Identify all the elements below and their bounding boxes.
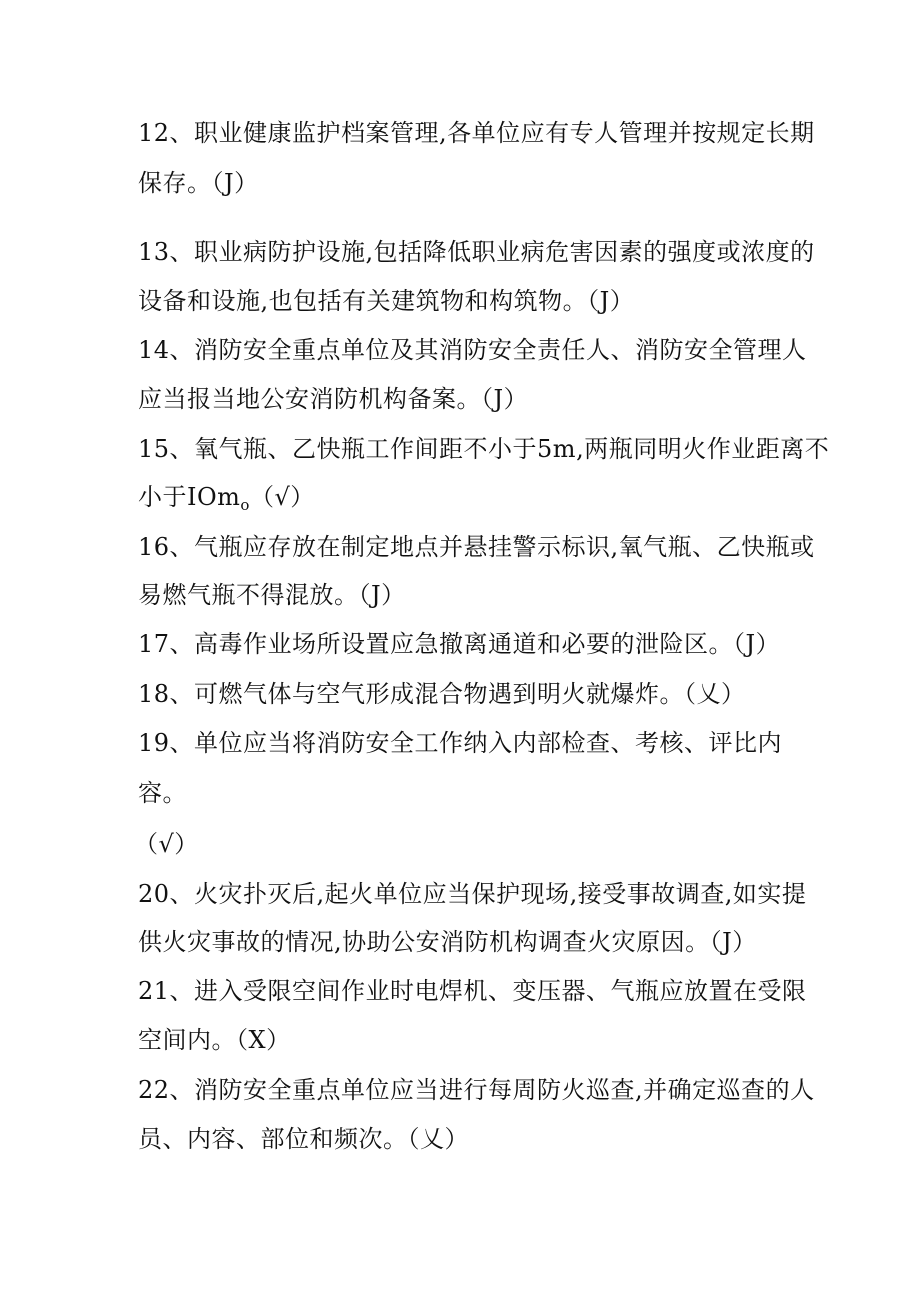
question-21-line-1: 21、进入受限空间作业时电焊机、变压器、气瓶应放置在受限 [138,977,807,1005]
question-12-line-1: 12、职业健康监护档案管理,各单位应有专人管理并按规定长期 [138,119,815,147]
question-13-line-2: 设备和设施,也包括有关建筑物和构筑物。（J） [138,287,635,315]
question-15-line-2-text: 小于IOm [138,483,241,511]
question-15-answer: （√） [249,483,315,511]
question-15-line-1: 15、氧气瓶、乙快瓶工作间距不小于5m,两瓶同明火作业距离不 [138,435,830,463]
question-16-line-2: 易燃气瓶不得混放。（J） [138,581,406,609]
question-19-line-1: 19、单位应当将消防安全工作纳入内部检查、考核、评比内 [138,729,783,757]
question-19-line-2: 容。 [138,779,187,807]
question-21-line-2: 空间内。（X） [138,1026,291,1054]
question-17-line-1: 17、高毒作业场所设置应急撤离通道和必要的泄险区。（J） [138,630,781,658]
question-13-line-1: 13、职业病防护设施,包括降低职业病危害因素的强度或浓度的 [138,238,815,266]
question-16-line-1: 16、气瓶应存放在制定地点并悬挂警示标识,氧气瓶、乙快瓶或 [138,533,815,561]
question-18-line-1: 18、可燃气体与空气形成混合物遇到明火就爆炸。（乂） [138,680,746,708]
question-22-line-1: 22、消防安全重点单位应当进行每周防火巡查,并确定巡查的人 [138,1076,815,1104]
question-19-answer: （√） [134,830,199,858]
question-15-line-2 [138,482,315,520]
question-22-line-2: 员、内容、部位和频次。（乂） [138,1125,469,1153]
question-20-line-1: 20、火灾扑灭后,起火单位应当保护现场,接受事故调查,如实提 [138,880,807,908]
question-20-line-2: 供火灾事故的情况,协助公安消防机构调查火灾原因。（J） [138,928,757,956]
question-14-line-1: 14、消防安全重点单位及其消防安全责任人、消防安全管理人 [138,336,807,364]
question-12-line-2: 保存。（J） [138,169,259,197]
question-14-line-2: 应当报当地公安消防机构备案。（J） [138,385,529,413]
question-15-subscript: o [240,496,250,514]
